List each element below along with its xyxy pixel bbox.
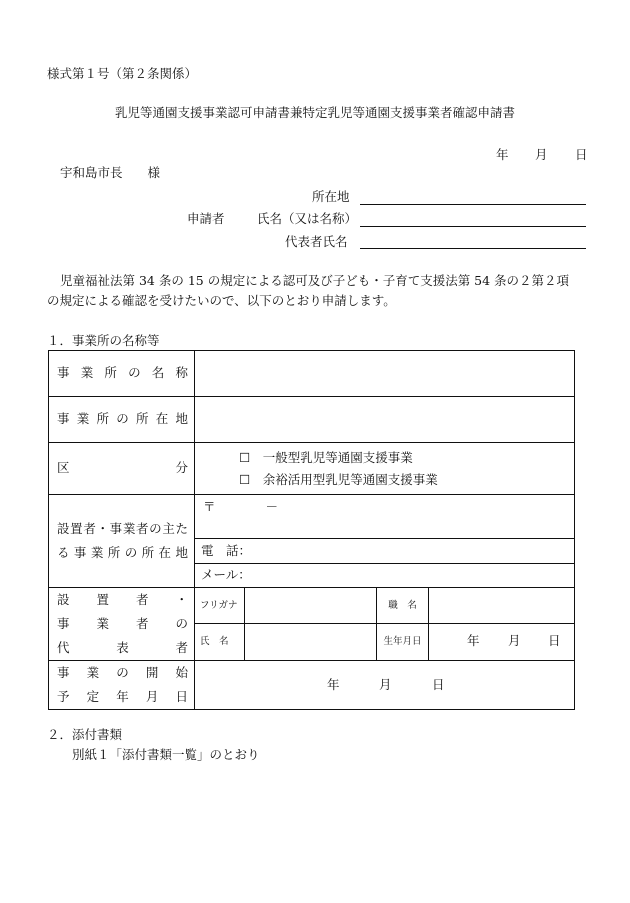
- location-line[interactable]: [360, 204, 586, 205]
- phone-field[interactable]: [195, 539, 575, 564]
- document-title: 乳児等通園支援事業認可申請書兼特定乳児等通園支援事業者確認申請書: [114, 105, 515, 120]
- start-year: 年: [327, 677, 340, 692]
- facility-address-label: 事業所の所在地: [49, 397, 195, 443]
- postal-icon: 〒: [203, 499, 216, 514]
- facility-name-field[interactable]: [195, 351, 575, 397]
- table-row: [49, 351, 575, 397]
- section2-text: 別紙１「添付書類一覧」のとおり: [72, 747, 260, 762]
- rep-name-label: 氏 名: [195, 623, 245, 660]
- representative-line[interactable]: [360, 248, 586, 249]
- date-month: 月: [535, 147, 548, 162]
- email-field[interactable]: [195, 564, 575, 588]
- section2-heading: ２．添付書類: [47, 727, 123, 742]
- name-line[interactable]: [360, 226, 586, 227]
- table-row: [49, 661, 575, 710]
- representative-label-cell: 設置者・ 事業者の 代表者: [49, 588, 195, 661]
- table-row: [49, 397, 575, 443]
- start-date-field[interactable]: [195, 661, 575, 710]
- category-options: [195, 443, 575, 495]
- dob-month: 月: [508, 633, 521, 649]
- main-office-label: 設置者・事業者の主た る事業所の所在地: [49, 495, 195, 588]
- furigana-label: フリガナ: [195, 588, 245, 624]
- form-number: 様式第１号（第２条関係）: [47, 66, 198, 81]
- section1-heading: １．事業所の名称等: [47, 333, 160, 348]
- facility-address-field[interactable]: [195, 397, 575, 443]
- category-option-general[interactable]: ☐ 一般型乳児等通園支援事業: [239, 449, 413, 465]
- title-field[interactable]: [429, 588, 575, 624]
- facility-name-label: 事業所の名称: [49, 351, 195, 397]
- dob-year: 年: [467, 633, 480, 649]
- start-date-label: 事業の開始 予定年月日: [49, 661, 195, 710]
- postal-dash: －: [265, 499, 279, 514]
- date-year: 年: [496, 147, 509, 162]
- table-row: [49, 495, 575, 539]
- facility-table: [48, 350, 575, 710]
- dob-day: 日: [548, 633, 561, 649]
- location-label: 所在地: [312, 189, 350, 204]
- main-office-postal-field[interactable]: [195, 495, 575, 539]
- category-option-surplus[interactable]: ☐ 余裕活用型乳児等通園支援事業: [239, 471, 438, 487]
- start-day: 日: [432, 677, 445, 692]
- start-month: 月: [379, 677, 392, 692]
- applicant-label: 申請者: [187, 211, 225, 226]
- body-line-2: の規定による確認を受けたいので、以下のとおり申請します。: [47, 293, 396, 308]
- checkbox-icon[interactable]: ☐: [239, 471, 251, 487]
- category-label: 区分: [49, 443, 195, 495]
- email-label: メール：: [201, 567, 251, 583]
- table-row: [49, 588, 575, 624]
- phone-label: 電 話：: [201, 542, 252, 558]
- body-line-1: 児童福祉法第 34 条の 15 の規定による認可及び子ども・子育て支援法第 54 条の２第２項: [60, 273, 570, 288]
- dob-label: 生年月日: [377, 623, 429, 660]
- dob-field[interactable]: [429, 623, 575, 660]
- rep-name-field[interactable]: [245, 623, 377, 660]
- title-label: 職 名: [377, 588, 429, 624]
- name-label: 氏名（又は名称）: [257, 211, 358, 226]
- date-day: 日: [575, 147, 588, 162]
- representative-label: 代表者氏名: [285, 234, 348, 249]
- addressee: 宇和島市長 様: [60, 165, 161, 180]
- checkbox-icon[interactable]: ☐: [239, 449, 251, 465]
- furigana-field[interactable]: [245, 588, 377, 624]
- table-row: [49, 443, 575, 495]
